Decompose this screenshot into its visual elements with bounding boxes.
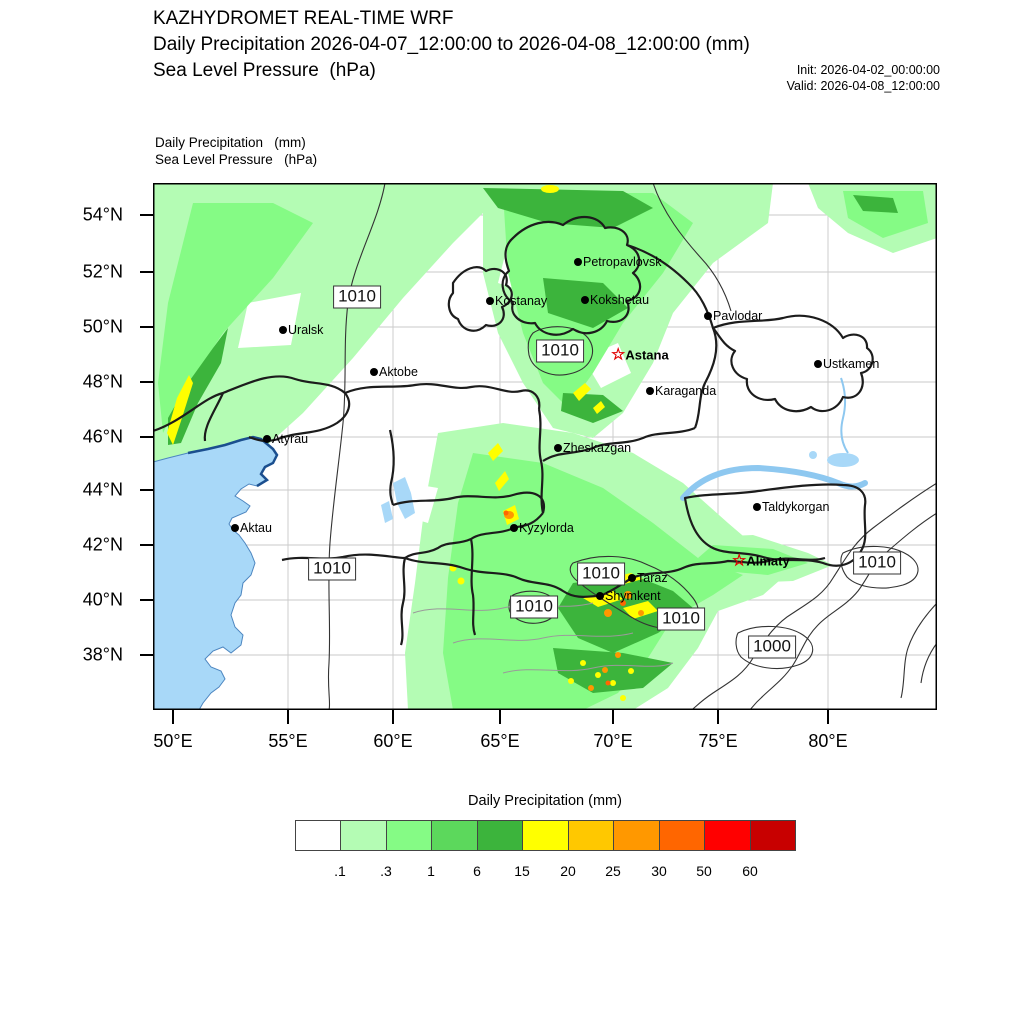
colorbar-tick-label: 50 [696,863,712,879]
city-marker [554,441,631,455]
lon-tick-label: 55°E [268,731,308,751]
lat-tick-label: 42°N [82,534,123,555]
city-marker [486,294,547,308]
capital-star-icon [611,350,625,360]
city-label: Taraz [637,571,668,585]
lon-tick-label: 80°E [808,731,848,751]
colorbar-cell [522,820,568,851]
pressure-label: 1010 [308,558,356,581]
city-dot-icon [596,592,604,600]
capital-star-icon [732,556,746,566]
city-label: Shymkent [605,589,661,603]
city-dot-icon [704,312,712,320]
lat-tick-label: 38°N [82,644,123,665]
pressure-label: 1010 [577,563,625,586]
pressure-label: 1010 [510,596,558,619]
city-dot-icon [370,368,378,376]
city-dot-icon [581,296,589,304]
city-dot-icon [263,435,271,443]
city-marker [814,357,879,371]
lon-tick-label: 75°E [698,731,738,751]
city-label: Astana [625,347,669,363]
colorbar [295,820,795,851]
city-marker [753,500,829,514]
city-marker [596,589,661,603]
lat-tick-label: 52°N [82,261,123,282]
colorbar-cell [659,820,705,851]
field-label-precip: Daily Precipitation (mm) [155,135,306,150]
valid-time: Valid: 2026-04-08_12:00:00 [786,79,940,93]
colorbar-cell [340,820,386,851]
init-time: Init: 2026-04-02_00:00:00 [796,63,940,77]
colorbar-cell [295,820,341,851]
colorbar-tick-label: 30 [651,863,667,879]
colorbar-cell [613,820,659,851]
city-label: Ustkamen [823,357,880,371]
city-label: Taldykorgan [762,500,830,514]
lon-tick-label: 50°E [153,731,193,751]
pressure-label: 1010 [657,608,705,631]
city-marker [704,309,762,323]
city-label: Petropavlovsk [583,255,662,269]
city-label: Zheskazgan [563,441,632,455]
lake-alakol [827,453,859,467]
city-marker [736,554,790,569]
colorbar-tick-label: 1 [427,863,435,879]
colorbar-tick-label: 20 [560,863,576,879]
city-dot-icon [753,503,761,511]
lat-tick-label: 44°N [82,479,123,500]
pressure-label: 1000 [748,636,796,659]
field-label-pressure: Sea Level Pressure (hPa) [155,152,318,167]
pressure-label: 1010 [853,552,901,575]
city-label: Karaganda [655,384,717,398]
city-dot-icon [628,574,636,582]
colorbar-tick-label: 6 [473,863,481,879]
lon-tick-label: 70°E [593,731,633,751]
city-marker [231,521,272,535]
colorbar-cell [568,820,614,851]
city-label: Aktau [240,521,272,535]
city-dot-icon [486,297,494,305]
colorbar-tick-label: 25 [605,863,621,879]
city-dot-icon [279,326,287,334]
city-label: Uralsk [288,323,324,337]
pressure-title-line: Sea Level Pressure (hPa) [153,60,376,81]
city-label: Kyzylorda [519,521,574,535]
precipitation-pressure-map [153,183,937,710]
colorbar-tick-label: 15 [514,863,530,879]
colorbar-cell [750,820,796,851]
lat-tick-label: 50°N [82,316,123,337]
lat-tick-label: 48°N [82,371,123,392]
city-marker [279,323,323,337]
city-dot-icon [574,258,582,266]
colorbar-cell [431,820,477,851]
city-dot-icon [646,387,654,395]
city-dot-icon [231,524,239,532]
lat-tick-label: 40°N [82,589,123,610]
colorbar-tick-label: .1 [334,863,346,879]
lat-tick-label: 46°N [82,426,123,447]
page-title: KAZHYDROMET REAL-TIME WRF [153,8,454,29]
city-marker [581,293,649,307]
city-marker [370,365,418,379]
city-marker [628,571,668,585]
city-label: Pavlodar [713,309,763,323]
city-label: Atyrau [272,432,309,446]
lon-tick-label: 60°E [373,731,413,751]
city-marker [510,521,574,535]
colorbar-title: Daily Precipitation (mm) [468,793,622,809]
city-dot-icon [814,360,822,368]
pressure-label: 1010 [333,286,381,309]
colorbar-cell [704,820,750,851]
city-dot-icon [510,524,518,532]
city-marker [574,255,662,269]
city-label: Kokshetau [590,293,650,307]
city-marker [615,348,669,363]
lat-tick-label: 54°N [82,204,123,225]
city-label: Aktobe [379,365,418,379]
colorbar-tick-label: .3 [380,863,392,879]
city-label: Kostanay [495,294,548,308]
city-marker [263,432,308,446]
colorbar-tick-label: 60 [742,863,758,879]
city-label: Almaty [746,553,790,569]
pressure-label: 1010 [536,340,584,363]
precip-title-line: Daily Precipitation 2026-04-07_12:00:00 to 2026-04-08_12:00:00 (mm) [153,34,750,55]
lon-tick-label: 65°E [480,731,520,751]
colorbar-cell [477,820,523,851]
city-dot-icon [554,444,562,452]
city-marker [646,384,716,398]
colorbar-cell [386,820,432,851]
